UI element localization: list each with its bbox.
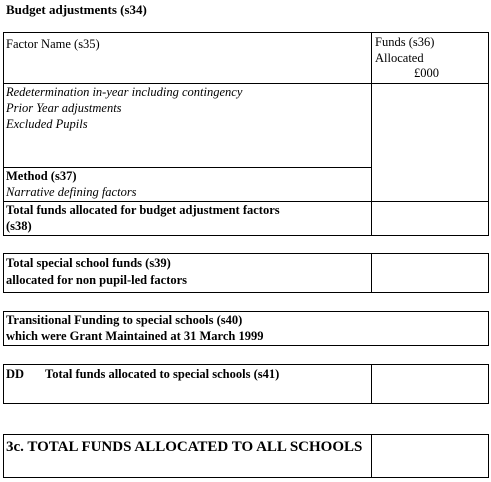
factor-item: Prior Year adjustments <box>6 101 122 115</box>
table-divider-method <box>3 201 489 202</box>
transitional-funding-label-1: Transitional Funding to special schools (s40) <box>6 313 243 327</box>
table-divider-factors <box>3 167 372 168</box>
special-school-funds-label-2: allocated for non pupil-led factors <box>6 273 188 287</box>
table-divider-header <box>3 83 489 84</box>
funds-header-line2: Allocated <box>375 51 424 65</box>
dd-total-divider <box>371 364 372 404</box>
factor-item: Redetermination in-year including contingency <box>6 85 243 99</box>
special-school-funds-label-1: Total special school funds (s39) <box>6 256 171 270</box>
special-school-funds-divider <box>371 253 372 293</box>
funds-header-line1: Funds (s36) <box>375 35 435 49</box>
funds-header-unit: £000 <box>414 66 439 80</box>
transitional-funding-label-2: which were Grant Maintained at 31 March 1999 <box>6 329 264 343</box>
dd-code: DD <box>6 367 25 381</box>
total-budget-adjustment-label: Total funds allocated for budget adjustment factors <box>6 203 280 217</box>
section-heading: Budget adjustments (s34) <box>6 2 147 17</box>
table-column-divider <box>371 32 372 236</box>
all-schools-total-divider <box>371 434 372 478</box>
method-label: Method (s37) <box>6 169 77 183</box>
factor-name-header: Factor Name (s35) <box>6 37 100 51</box>
method-narrative: Narrative defining factors <box>6 185 137 199</box>
total-budget-adjustment-ref: (s38) <box>6 219 32 233</box>
dd-total-label: Total funds allocated to special schools (s41) <box>45 367 280 381</box>
factor-item: Excluded Pupils <box>6 117 88 131</box>
all-schools-total-label: 3c. TOTAL FUNDS ALLOCATED TO ALL SCHOOLS <box>6 439 363 455</box>
